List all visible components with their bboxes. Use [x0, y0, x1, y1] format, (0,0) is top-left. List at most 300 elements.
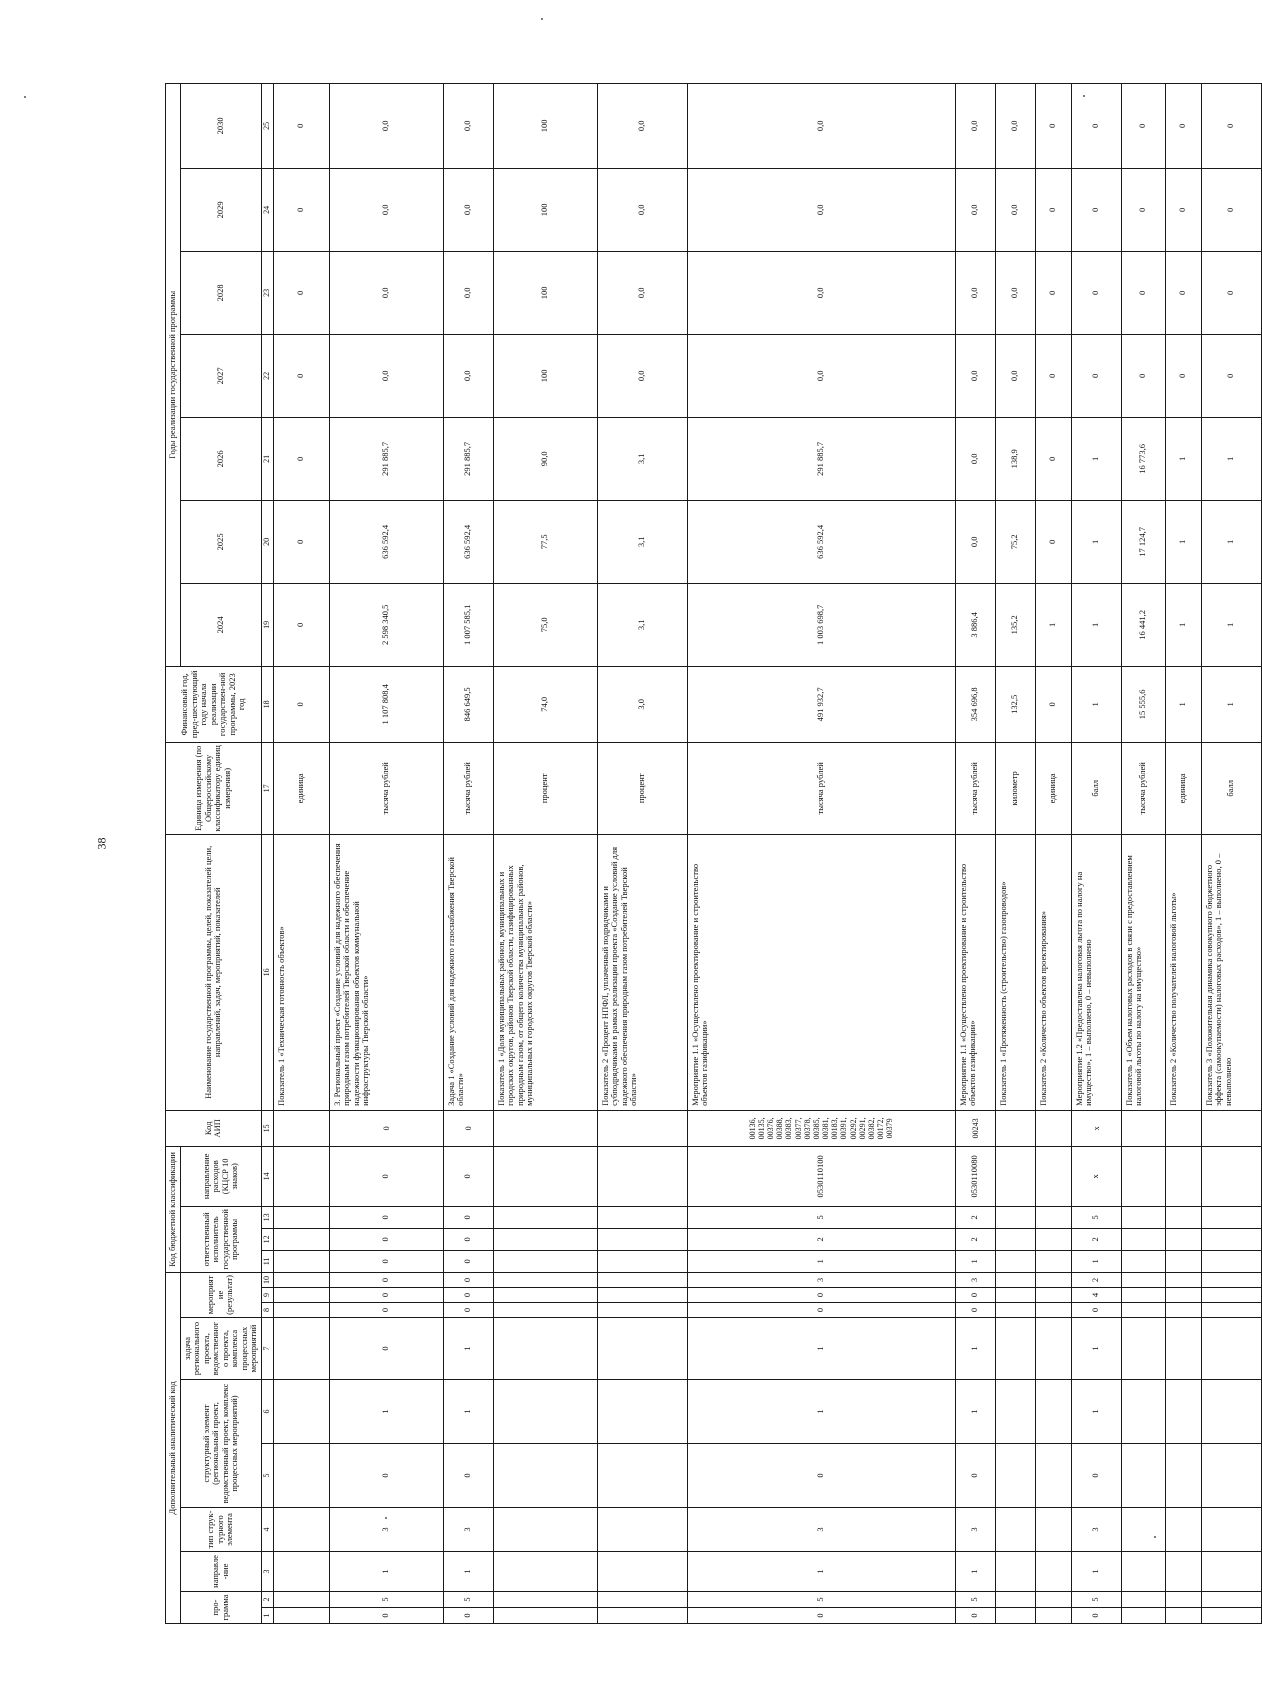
- header-year: 2025: [180, 500, 261, 583]
- code-cell: [493, 1303, 597, 1318]
- year-value: 0: [1165, 83, 1201, 168]
- code-cell: [493, 1608, 597, 1624]
- code-cell: [597, 1228, 687, 1250]
- year-value: 0,0: [955, 83, 995, 168]
- code-cell: [1035, 1592, 1071, 1608]
- year-value: 0,0: [443, 251, 493, 334]
- code-cell: 5: [329, 1592, 443, 1608]
- code-cell: [597, 1552, 687, 1592]
- year-value: 16 773,6: [1121, 417, 1165, 500]
- code-cell: [273, 1206, 329, 1228]
- year-value: 0: [1071, 334, 1121, 417]
- column-number: 14: [261, 1146, 273, 1206]
- table-row: [1121, 83, 1165, 1623]
- year-value: 1 007 585,1: [443, 583, 493, 666]
- year-value: 1: [1201, 500, 1261, 583]
- year-value: 0,0: [329, 83, 443, 168]
- row-name: Показатель 1 «Доля муниципальных районов, муниципальных и городских округов, районов Тверской области, газифицированных природным газом, от общего количества муниципальных районов, муниципальных и городских округов Тверской области»: [493, 834, 597, 1110]
- year-value: 0: [1201, 83, 1261, 168]
- year-value: 3,1: [597, 583, 687, 666]
- code-cell: 0: [1071, 1444, 1121, 1508]
- code-cell: [1121, 1380, 1165, 1444]
- code-cell: 5: [687, 1592, 955, 1608]
- code-cell: [1201, 1380, 1261, 1444]
- table-row: [955, 83, 995, 1623]
- code-cell: 1: [443, 1552, 493, 1592]
- code-cell: 0: [329, 1250, 443, 1272]
- code-cell: [995, 1228, 1035, 1250]
- year-value: 0,0: [597, 83, 687, 168]
- year-value: 0: [273, 83, 329, 168]
- year-value: 0,0: [597, 168, 687, 251]
- code-cell: [273, 1552, 329, 1592]
- year-value: 0: [1201, 168, 1261, 251]
- year-value: 0,0: [329, 168, 443, 251]
- year-value: 0,0: [687, 83, 955, 168]
- code-cell: [1121, 1318, 1165, 1380]
- code-cell: [493, 1250, 597, 1272]
- code-cell: 0530110080: [955, 1146, 995, 1206]
- code-cell: 0: [687, 1303, 955, 1318]
- code-cell: 1: [955, 1250, 995, 1272]
- code-cell: [273, 1608, 329, 1624]
- code-cell: 2: [1071, 1272, 1121, 1287]
- year-value: 0,0: [329, 334, 443, 417]
- header-struct-type: тип струк-турного элемента: [180, 1508, 261, 1552]
- code-cell: [1121, 1592, 1165, 1608]
- code-cell: 3: [687, 1272, 955, 1287]
- code-cell: [493, 1272, 597, 1287]
- year-value: 100: [493, 168, 597, 251]
- header-base-year: Финансовый год, пред-шествующий году начала реализации государствен-ной программы, 2023 год: [166, 666, 262, 742]
- row-unit: единица: [273, 742, 329, 834]
- code-cell: [1201, 1608, 1261, 1624]
- code-cell: [1201, 1272, 1261, 1287]
- year-value: 0,0: [597, 334, 687, 417]
- year-value: 77,5: [493, 500, 597, 583]
- code-cell: 5: [955, 1592, 995, 1608]
- code-cell: [1035, 1380, 1071, 1444]
- code-cell: [1121, 1206, 1165, 1228]
- code-cell: [1121, 1288, 1165, 1303]
- code-cell: [273, 1508, 329, 1552]
- row-name: Показатель 2 «Количество получателей налоговой льготы»: [1165, 834, 1201, 1110]
- code-cell: [1165, 1552, 1201, 1592]
- code-cell: [1121, 1508, 1165, 1552]
- year-value: 0,0: [687, 334, 955, 417]
- header-task: задача регионального проекта, ведомственного проекта, комплекса процессных мероприятий: [180, 1318, 261, 1380]
- code-cell: [995, 1608, 1035, 1624]
- code-cell: 3: [443, 1508, 493, 1552]
- column-number: 6: [261, 1380, 273, 1444]
- year-value: 0: [1071, 168, 1121, 251]
- table-row: [1165, 83, 1201, 1623]
- code-cell: [995, 1318, 1035, 1380]
- code-cell: 1: [687, 1552, 955, 1592]
- year-value: 0,0: [955, 500, 995, 583]
- code-cell: [1035, 1444, 1071, 1508]
- row-unit: балл: [1201, 742, 1261, 834]
- year-value: 0: [1035, 168, 1071, 251]
- code-cell: [493, 1380, 597, 1444]
- code-cell: 0: [329, 1318, 443, 1380]
- row-base-value: 354 696,8: [955, 666, 995, 742]
- code-cell: [1201, 1318, 1261, 1380]
- year-value: 0,0: [955, 251, 995, 334]
- scan-speck: [541, 18, 543, 20]
- code-cell: [1201, 1110, 1261, 1146]
- row-unit: единица: [1035, 742, 1071, 834]
- code-cell: 0: [329, 1272, 443, 1287]
- table-row: [687, 83, 955, 1623]
- year-value: 1: [1165, 583, 1201, 666]
- year-value: 0,0: [443, 83, 493, 168]
- code-cell: [995, 1250, 1035, 1272]
- table-row: [597, 83, 687, 1623]
- header-year: 2024: [180, 583, 261, 666]
- year-value: 0: [1035, 251, 1071, 334]
- code-cell: [493, 1508, 597, 1552]
- column-number: 16: [261, 834, 273, 1110]
- row-base-value: 491 932,7: [687, 666, 955, 742]
- code-cell: 1: [955, 1380, 995, 1444]
- year-value: 16 441,2: [1121, 583, 1165, 666]
- table-row: [443, 83, 493, 1623]
- code-cell: [1201, 1303, 1261, 1318]
- row-name: Задача 1 «Создание условий для надежного газоснабжения Тверской области»: [443, 834, 493, 1110]
- code-cell: [273, 1318, 329, 1380]
- code-cell: [1201, 1444, 1261, 1508]
- year-value: 75,0: [493, 583, 597, 666]
- header-year: 2028: [180, 251, 261, 334]
- header-unit: Единица измерения (по Общероссийскому классификатору единиц измерения): [166, 742, 262, 834]
- column-number: 7: [261, 1318, 273, 1380]
- row-unit: балл: [1071, 742, 1121, 834]
- header-year: 2026: [180, 417, 261, 500]
- row-name: Мероприятие 1.2 «Предоставлена налоговая льгота по налогу на имущество», 1 – выполнено, 0 – невыполнено: [1071, 834, 1121, 1110]
- row-name: Показатель 2 «Процент НПФЛ, уплаченный подрядчиками и субподрядчиками в рамках реализации проекта «Создание условий для надежного обеспечения природным газом потребителей Тверской области»: [597, 834, 687, 1110]
- code-cell: 0: [329, 1303, 443, 1318]
- year-value: 0,0: [687, 251, 955, 334]
- code-cell: [273, 1444, 329, 1508]
- year-value: 0: [1071, 83, 1121, 168]
- code-cell: [1165, 1380, 1201, 1444]
- code-cell: 0: [687, 1288, 955, 1303]
- code-cell: 0: [329, 1110, 443, 1146]
- code-cell: 1: [687, 1318, 955, 1380]
- year-value: 291 885,7: [443, 417, 493, 500]
- scan-speck: [385, 1517, 387, 1519]
- code-cell: [1165, 1110, 1201, 1146]
- code-cell: [1201, 1146, 1261, 1206]
- code-cell: [1035, 1508, 1071, 1552]
- column-number: 22: [261, 334, 273, 417]
- code-cell: 1: [443, 1380, 493, 1444]
- code-cell: 0: [443, 1250, 493, 1272]
- code-cell: 1: [955, 1552, 995, 1592]
- code-cell: 1: [687, 1380, 955, 1444]
- code-cell: 1: [687, 1250, 955, 1272]
- code-cell: 0: [443, 1110, 493, 1146]
- code-cell: 0: [1071, 1303, 1121, 1318]
- code-cell: [1121, 1110, 1165, 1146]
- year-value: 0,0: [687, 168, 955, 251]
- year-value: 100: [493, 251, 597, 334]
- code-cell: [493, 1206, 597, 1228]
- code-cell: 2: [1071, 1228, 1121, 1250]
- year-value: 0: [273, 500, 329, 583]
- code-cell: [995, 1146, 1035, 1206]
- code-cell: [597, 1444, 687, 1508]
- column-number: 4: [261, 1508, 273, 1552]
- header-expense-dir: направление расходов (КЦСР 10 знаков): [180, 1146, 261, 1206]
- code-cell: [995, 1288, 1035, 1303]
- code-cell: [273, 1272, 329, 1287]
- column-number: 19: [261, 583, 273, 666]
- column-number: 15: [261, 1110, 273, 1146]
- year-value: 3,1: [597, 500, 687, 583]
- row-name: Показатель 3 «Положительная динамика совокупного бюджетного эффекта (самоокупаемости) налоговых расходов», 1 – выполнено, 0 – невыполнено: [1201, 834, 1261, 1110]
- code-cell: [493, 1110, 597, 1146]
- row-base-value: 74,0: [493, 666, 597, 742]
- row-base-value: 1: [1165, 666, 1201, 742]
- header-direction: направле-ние: [180, 1552, 261, 1592]
- code-cell: [1035, 1318, 1071, 1380]
- code-cell: [995, 1592, 1035, 1608]
- code-cell: [597, 1206, 687, 1228]
- code-cell: 0: [955, 1303, 995, 1318]
- code-cell: [1201, 1228, 1261, 1250]
- code-cell: [1201, 1288, 1261, 1303]
- header-year: 2030: [180, 83, 261, 168]
- year-value: 0: [1035, 334, 1071, 417]
- year-value: 291 885,7: [687, 417, 955, 500]
- code-cell: 0: [955, 1444, 995, 1508]
- year-value: 1: [1071, 500, 1121, 583]
- year-value: 138,9: [995, 417, 1035, 500]
- year-value: 1: [1071, 417, 1121, 500]
- row-name: Показатель 1 «Техническая готовность объектов»: [273, 834, 329, 1110]
- code-cell: 1: [329, 1380, 443, 1444]
- code-cell: [1121, 1228, 1165, 1250]
- year-value: 636 592,4: [443, 500, 493, 583]
- code-cell: [1121, 1552, 1165, 1592]
- row-unit: тысяча рублей: [955, 742, 995, 834]
- code-cell: [597, 1380, 687, 1444]
- row-name: 3. Региональный проект «Создание условий для надежного обеспечения природным газом потребителей Тверской области и обеспечение надежности функционирования объектов коммунальной инфраструктуры Тверской области»: [329, 834, 443, 1110]
- year-value: 1 003 698,7: [687, 583, 955, 666]
- year-value: 0: [1165, 168, 1201, 251]
- code-cell: 1: [1071, 1250, 1121, 1272]
- column-number: 3: [261, 1552, 273, 1592]
- code-cell: [1165, 1228, 1201, 1250]
- code-cell: [273, 1380, 329, 1444]
- code-cell: 3: [955, 1508, 995, 1552]
- table-row: [1201, 83, 1261, 1623]
- year-value: 0: [1201, 251, 1261, 334]
- year-value: 1: [1165, 500, 1201, 583]
- code-cell: 5: [1071, 1206, 1121, 1228]
- code-cell: 0: [329, 1146, 443, 1206]
- code-cell: 0: [443, 1303, 493, 1318]
- code-cell: [1121, 1608, 1165, 1624]
- year-value: 636 592,4: [329, 500, 443, 583]
- year-value: 2 598 340,5: [329, 583, 443, 666]
- year-value: 0,0: [955, 417, 995, 500]
- column-number: 8: [261, 1303, 273, 1318]
- row-name: Показатель 1 «Объем налоговых расходов в связи с предоставлением налоговой льготы по налогу на имущество»: [1121, 834, 1165, 1110]
- code-cell: 0530110100: [687, 1146, 955, 1206]
- code-cell: х: [1071, 1110, 1121, 1146]
- row-name: Мероприятие 1.1 «Осуществлено проектирование и строительство объектов газификации»: [687, 834, 955, 1110]
- row-unit: процент: [493, 742, 597, 834]
- code-cell: 0: [329, 1444, 443, 1508]
- code-cell: 0: [443, 1228, 493, 1250]
- year-value: 0,0: [597, 251, 687, 334]
- column-number: 9: [261, 1288, 273, 1303]
- code-cell: 1: [1071, 1318, 1121, 1380]
- code-cell: 3: [955, 1272, 995, 1287]
- code-cell: [493, 1318, 597, 1380]
- code-cell: [1035, 1146, 1071, 1206]
- scan-speck: [1083, 95, 1085, 97]
- column-number: 13: [261, 1206, 273, 1228]
- year-value: 0,0: [995, 334, 1035, 417]
- code-cell: [995, 1206, 1035, 1228]
- header-analytic-code: Дополнительный аналитический код: [166, 1272, 181, 1623]
- year-value: 0,0: [443, 334, 493, 417]
- column-number: 21: [261, 417, 273, 500]
- table-row: [1035, 83, 1071, 1623]
- code-cell: [1035, 1303, 1071, 1318]
- code-cell: [1035, 1110, 1071, 1146]
- row-base-value: 15 555,6: [1121, 666, 1165, 742]
- row-base-value: 1: [1071, 666, 1121, 742]
- code-cell: [1201, 1508, 1261, 1552]
- code-cell: 1: [955, 1318, 995, 1380]
- year-value: 1: [1201, 583, 1261, 666]
- code-cell: 0: [955, 1288, 995, 1303]
- header-aip: Код АИП: [166, 1110, 262, 1146]
- year-value: 100: [493, 334, 597, 417]
- code-cell: 1: [443, 1318, 493, 1380]
- code-cell: 3: [687, 1508, 955, 1552]
- row-base-value: 846 649,5: [443, 666, 493, 742]
- table-row: [995, 83, 1035, 1623]
- row-unit: тысяча рублей: [443, 742, 493, 834]
- code-cell: [1165, 1592, 1201, 1608]
- code-cell: [273, 1288, 329, 1303]
- year-value: 0: [273, 583, 329, 666]
- year-value: 0,0: [955, 334, 995, 417]
- row-unit: километр: [995, 742, 1035, 834]
- year-value: 1: [1035, 583, 1071, 666]
- row-unit: тысяча рублей: [1121, 742, 1165, 834]
- code-cell: [273, 1303, 329, 1318]
- year-value: 0: [1121, 83, 1165, 168]
- column-number: 1: [261, 1608, 273, 1624]
- year-value: 0: [1121, 251, 1165, 334]
- year-value: 90,0: [493, 417, 597, 500]
- code-cell: [1201, 1250, 1261, 1272]
- code-cell: 0: [443, 1444, 493, 1508]
- row-base-value: 0: [273, 666, 329, 742]
- column-number: 2: [261, 1592, 273, 1608]
- code-cell: [1165, 1508, 1201, 1552]
- column-number-row: [261, 83, 273, 1623]
- year-value: 3,1: [597, 417, 687, 500]
- row-name: Показатель 1 «Протяженность (строительство) газопроводов»: [995, 834, 1035, 1110]
- code-cell: [493, 1228, 597, 1250]
- row-base-value: 132,5: [995, 666, 1035, 742]
- row-base-value: 1: [1201, 666, 1261, 742]
- year-value: 0,0: [995, 168, 1035, 251]
- table-rotation-wrapper: [165, 84, 1236, 1624]
- code-cell: [273, 1250, 329, 1272]
- year-value: 0,0: [995, 83, 1035, 168]
- header-program: про-грамма: [180, 1592, 261, 1624]
- year-value: 135,2: [995, 583, 1035, 666]
- header-years-group: Годы реализации государственной программы: [166, 83, 181, 666]
- code-cell: [1035, 1206, 1071, 1228]
- year-value: 291 885,7: [329, 417, 443, 500]
- code-cell: [597, 1608, 687, 1624]
- code-cell: 5: [443, 1592, 493, 1608]
- column-number: 17: [261, 742, 273, 834]
- code-cell: 2: [687, 1228, 955, 1250]
- code-cell: [995, 1444, 1035, 1508]
- code-cell: [1165, 1272, 1201, 1287]
- code-cell: 00136, 00135, 00376, 00388, 00383, 00377, 00378, 00385, 00381, 00183, 00391, 00292, 00291, 00382, 00172, 00379: [687, 1110, 955, 1146]
- code-cell: [597, 1592, 687, 1608]
- row-base-value: 1 107 808,4: [329, 666, 443, 742]
- year-value: 0,0: [995, 251, 1035, 334]
- year-value: 0: [1035, 83, 1071, 168]
- code-cell: [597, 1110, 687, 1146]
- code-cell: 1: [329, 1552, 443, 1592]
- year-value: 1: [1201, 417, 1261, 500]
- code-cell: 0: [443, 1288, 493, 1303]
- code-cell: 0: [329, 1288, 443, 1303]
- year-value: 0,0: [955, 168, 995, 251]
- code-cell: [1165, 1250, 1201, 1272]
- column-number: 10: [261, 1272, 273, 1287]
- code-cell: 3: [1071, 1508, 1121, 1552]
- year-value: 0: [1035, 417, 1071, 500]
- table-row: [493, 83, 597, 1623]
- year-value: 17 124,7: [1121, 500, 1165, 583]
- code-cell: 0: [329, 1228, 443, 1250]
- code-cell: [1035, 1250, 1071, 1272]
- year-value: 3 886,4: [955, 583, 995, 666]
- header-year: 2027: [180, 334, 261, 417]
- row-unit: процент: [597, 742, 687, 834]
- year-value: 0: [1201, 334, 1261, 417]
- year-value: 0: [273, 168, 329, 251]
- code-cell: [597, 1146, 687, 1206]
- row-unit: тысяча рублей: [687, 742, 955, 834]
- code-cell: [493, 1592, 597, 1608]
- code-cell: [995, 1303, 1035, 1318]
- row-name: Мероприятие 1.1 «Осуществлено проектирование и строительство объектов газификации»: [955, 834, 995, 1110]
- header-row-groups: [166, 83, 181, 1623]
- code-cell: 1: [1071, 1380, 1121, 1444]
- code-cell: 5: [1071, 1592, 1121, 1608]
- code-cell: 2: [955, 1206, 995, 1228]
- row-base-value: 3,0: [597, 666, 687, 742]
- code-cell: [995, 1110, 1035, 1146]
- year-value: 0: [273, 417, 329, 500]
